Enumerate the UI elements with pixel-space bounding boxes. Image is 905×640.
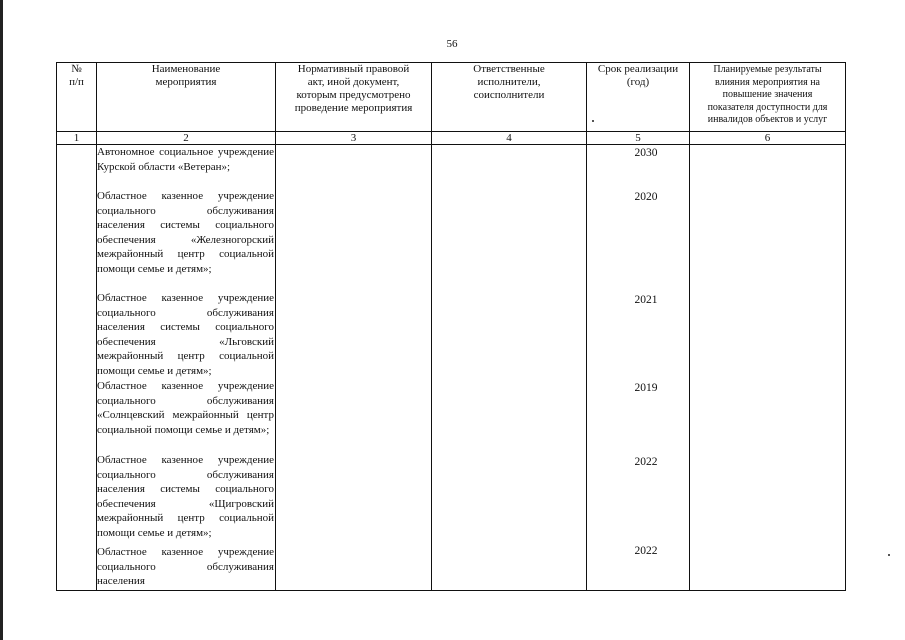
- header-number: № п/п: [69, 63, 84, 88]
- header-planned-results: Планируемые результаты влияния мероприятия на повышение значения показателя доступности для инвалидов объектов и услуг: [707, 64, 828, 126]
- implementation-year: 2022: [634, 456, 658, 468]
- column-number: 6: [764, 132, 771, 144]
- organization-name: Областное казенное учреждение социального обслуживания населения системы социального обеспечения «Льговский межрайонный центр социальной помощи семье и детям»;: [97, 292, 274, 377]
- implementation-year: 2021: [634, 294, 658, 306]
- scan-left-border: [0, 0, 3, 640]
- implementation-year: 2030: [634, 147, 658, 159]
- organization-name: Областное казенное учреждение социального обслуживания населения: [97, 546, 274, 588]
- page-number: 56: [446, 38, 458, 50]
- measures-table: [56, 62, 846, 591]
- header-executors: Ответственные исполнители, соисполнители: [473, 63, 545, 101]
- column-number: 3: [350, 132, 357, 144]
- implementation-year: 2019: [634, 382, 658, 394]
- header-term: Срок реализации (год): [597, 63, 679, 88]
- organization-name: Областное казенное учреждение социального обслуживания «Солнцевский межрайонный центр социальной помощи семье и детям»;: [97, 380, 274, 436]
- col-border-right: [845, 62, 846, 591]
- implementation-year: 2022: [634, 545, 658, 557]
- column-number: 5: [635, 132, 641, 144]
- organization-name: Областное казенное учреждение социального обслуживания населения системы социального обеспечения «Щигровский межрайонный центр социальной помощи семье и детям»;: [97, 454, 274, 539]
- organization-name: Областное казенное учреждение социального обслуживания населения системы социального обеспечения «Железногорский межрайонный центр социальной помощи семье и детям»;: [97, 190, 274, 275]
- header-measure-name: Наименование мероприятия: [151, 63, 221, 88]
- organization-name: Автономное социальное учреждение Курской области «Ветеран»;: [97, 146, 274, 173]
- scan-speck: [888, 554, 890, 556]
- implementation-year: 2020: [634, 191, 658, 203]
- header-legal-act: Нормативный правовой акт, иной документ, которым предусмотрено проведение мероприятия: [294, 63, 413, 114]
- table-bottom-border: [56, 590, 846, 591]
- column-number: 2: [183, 132, 189, 144]
- column-number: 1: [73, 132, 80, 144]
- column-number: 4: [506, 132, 512, 144]
